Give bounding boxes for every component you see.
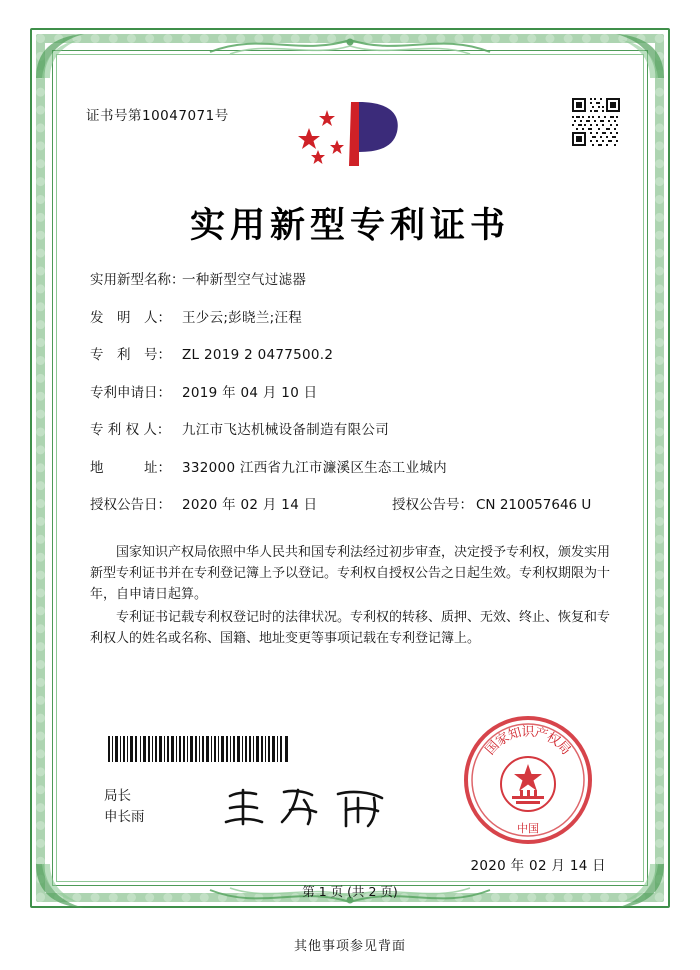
legal-text [90,542,610,651]
svg-text:中国: 中国 [517,822,539,835]
field-value: ZL 2019 2 0477500.2 [182,347,334,363]
field-label: 实用新型名称： [90,272,185,288]
footer-note: 其他事项参见背面 [293,939,406,954]
cnipa-logo-icon [285,88,415,178]
svg-text:产: 产 [532,725,550,744]
field-value: 九江市飞达机械设备制造有限公司 [182,422,389,438]
field-row-announcement [90,499,614,513]
field-value: 王少云;彭晓兰;汪程 [182,309,303,326]
signatory-block [104,786,145,828]
svg-text:知: 知 [506,725,524,744]
document-title: 实用新型专利证书 [189,205,510,246]
official-seal-icon [462,714,594,846]
signatory-name: 申长雨 [104,809,145,825]
top-ornament-icon [200,30,500,60]
field-label: 授权公告号： [392,497,473,513]
certificate-number: 证书号第10047071号 [86,108,229,124]
field-row [90,424,614,438]
legal-paragraph: 专利证书记载专利权登记时的法律状况。专利权的转移、质押、无效、终止、恢复和专利权人的姓名或名称、国籍、地址变更等事项记载在专利登记簿上。 [90,610,611,646]
svg-text:国: 国 [482,738,503,759]
field-label: 授权公告日： [90,497,171,513]
page-indicator: 第 1 页 (共 2 页) [302,884,398,899]
svg-text:局: 局 [553,738,574,759]
field-row [90,459,614,476]
corner-ornament-icon [34,32,88,80]
field-row [90,349,614,363]
field-label: 专利申请日： [90,384,171,401]
field-value: 一种新型空气过滤器 [182,272,307,288]
field-value: 332000 江西省九江市濂溪区生态工业城内 [182,459,447,476]
certificate-content [72,76,628,899]
field-row [90,384,614,401]
handwritten-signature-icon [212,782,412,834]
svg-text:家: 家 [493,729,513,750]
signatory-title: 局长 [104,788,131,804]
seal-date: 2020 年 02 月 14 日 [470,858,606,874]
svg-text:识: 识 [521,725,535,740]
field-row [90,274,614,288]
field-label: 地 址： [90,459,171,476]
corner-ornament-icon [612,32,666,80]
field-row [90,309,614,326]
patent-fields [90,274,614,537]
field-label: 专 利 号： [90,347,171,363]
legal-paragraph: 国家知识产权局依照中华人民共和国专利法经过初步审查，决定授予专利权，颁发实用新型专利证书并在专利登记簿上予以登记。专利权自授权公告之日起生效。专利权期限为十年，自申请日起算。 [90,545,611,602]
field-label: 发 明 人： [90,309,171,326]
field-value: CN 210057646 U [476,497,592,513]
field-value: 2019 年 04 月 10 日 [182,384,318,401]
field-label: 专 利 权 人： [90,422,171,438]
field-value: 2020 年 02 月 14 日 [182,497,318,513]
svg-text:权: 权 [543,729,563,750]
qr-code-icon [570,96,622,148]
barcode-icon [108,736,290,762]
